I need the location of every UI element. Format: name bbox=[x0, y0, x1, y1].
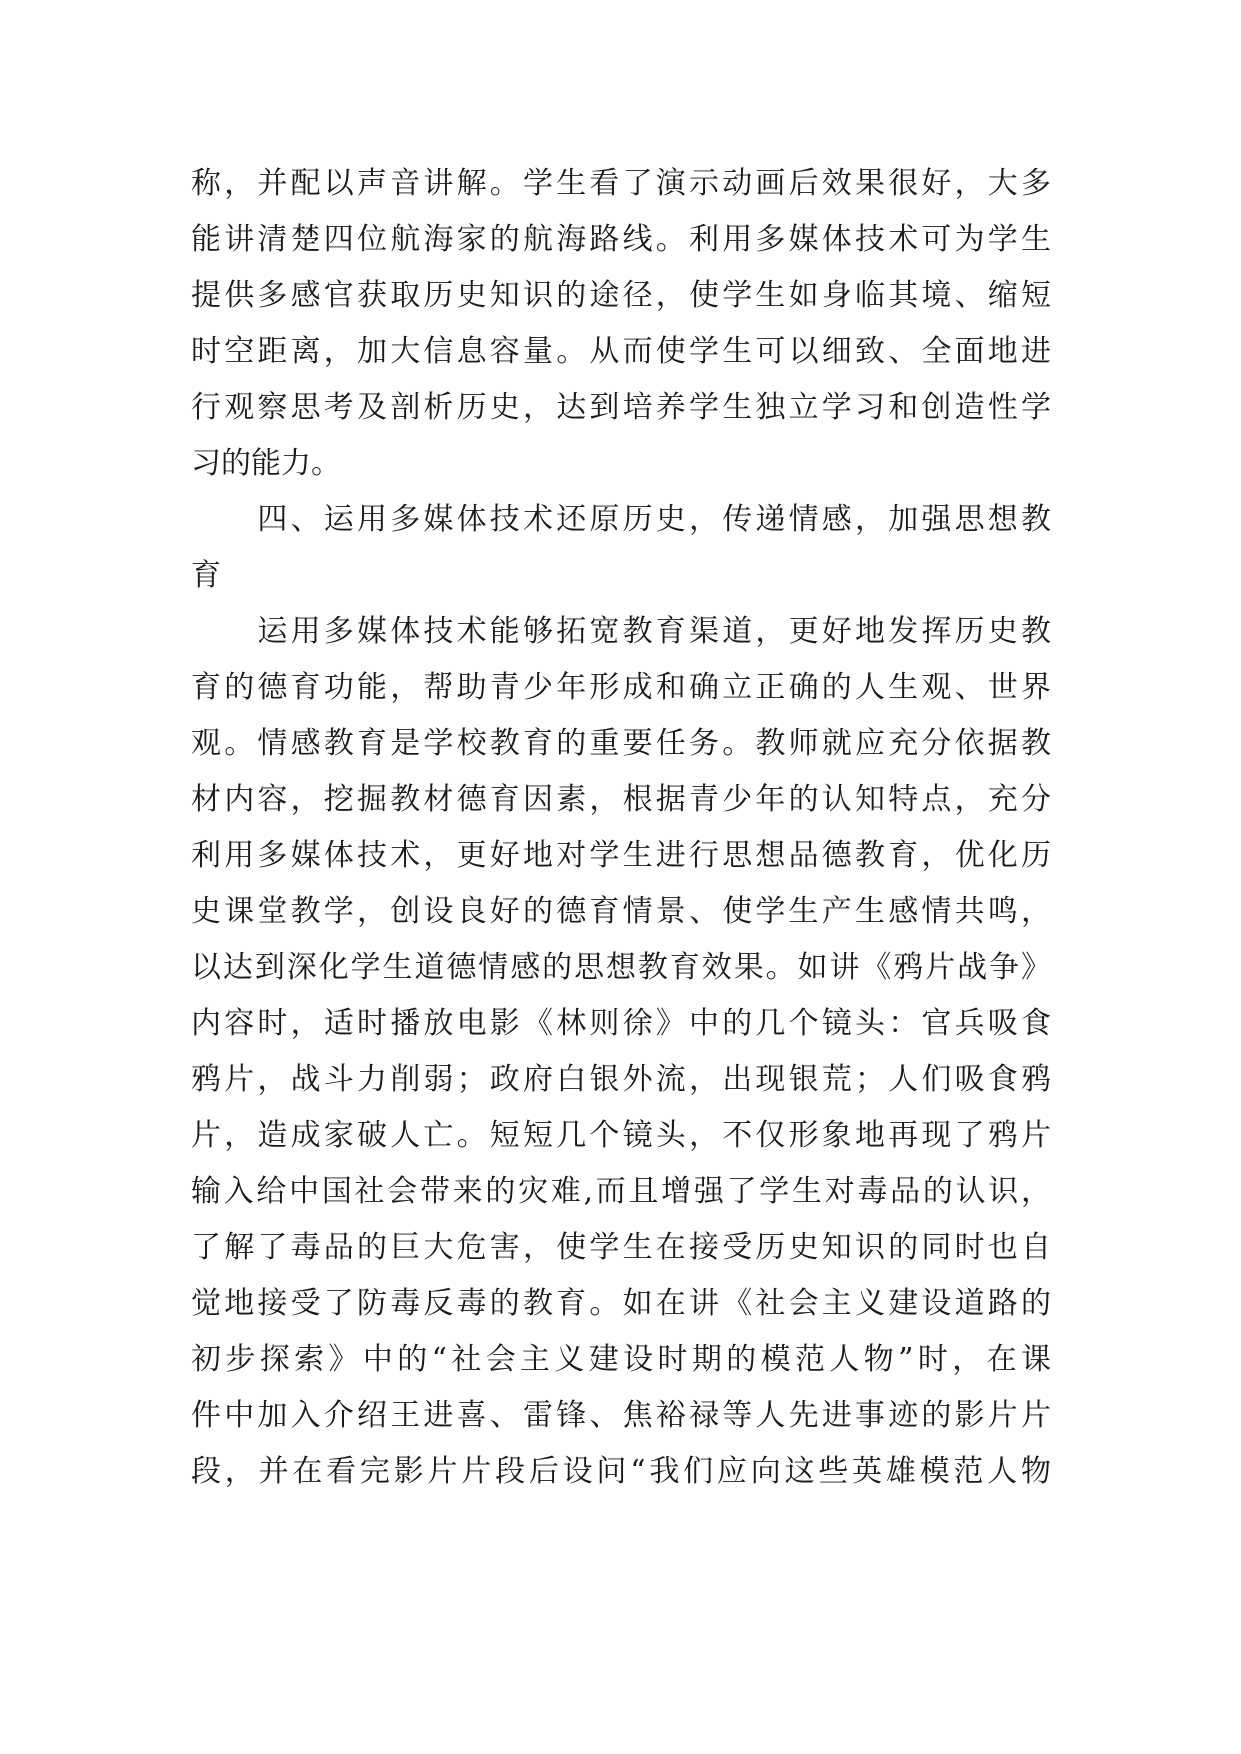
text-line: 四、运用多媒体技术还原历史，传递情感，加强思想教 bbox=[191, 502, 1051, 537]
text-line: 材内容，挖掘教材德育因素，根据青少年的认知特点，充分 bbox=[191, 782, 1051, 817]
text-line: 育 bbox=[191, 558, 221, 593]
text-line: 了解了毒品的巨大危害，使学生在接受历史知识的同时也自 bbox=[191, 1230, 1051, 1265]
text-line: 运用多媒体技术能够拓宽教育渠道，更好地发挥历史教 bbox=[191, 614, 1051, 649]
text-line: 利用多媒体技术，更好地对学生进行思想品德教育，优化历 bbox=[191, 838, 1051, 873]
text-line: 称，并配以声音讲解。学生看了演示动画后效果很好，大多 bbox=[191, 166, 1051, 201]
text-line: 能讲清楚四位航海家的航海路线。利用多媒体技术可为学生 bbox=[191, 222, 1051, 257]
text-line: 初步探索》中的“社会主义建设时期的模范人物”时，在课 bbox=[191, 1342, 1051, 1377]
text-line: 片，造成家破人亡。短短几个镜头，不仅形象地再现了鸦片 bbox=[191, 1118, 1051, 1153]
text-line: 育的德育功能，帮助青少年形成和确立正确的人生观、世界 bbox=[191, 670, 1051, 705]
text-line: 习的能力。 bbox=[191, 446, 341, 481]
text-line: 内容时，适时播放电影《林则徐》中的几个镜头：官兵吸食 bbox=[191, 1006, 1051, 1041]
text-line: 提供多感官获取历史知识的途径，使学生如身临其境、缩短 bbox=[191, 278, 1051, 313]
text-line: 史课堂教学，创设良好的德育情景、使学生产生感情共鸣， bbox=[191, 894, 1051, 929]
text-line: 输入给中国社会带来的灾难,而且增强了学生对毒品的认识， bbox=[191, 1174, 1051, 1209]
text-line: 件中加入介绍王进喜、雷锋、焦裕禄等人先进事迹的影片片 bbox=[191, 1398, 1051, 1433]
text-line: 时空距离，加大信息容量。从而使学生可以细致、全面地进 bbox=[191, 334, 1051, 369]
text-line: 鸦片，战斗力削弱；政府白银外流，出现银荒；人们吸食鸦 bbox=[191, 1062, 1051, 1097]
text-line: 观。情感教育是学校教育的重要任务。教师就应充分依据教 bbox=[191, 726, 1051, 761]
text-line: 以达到深化学生道德情感的思想教育效果。如讲《鸦片战争》 bbox=[191, 950, 1051, 985]
body-text bbox=[191, 156, 1051, 1500]
text-line: 段，并在看完影片片段后设问“我们应向这些英雄模范人物 bbox=[191, 1454, 1051, 1489]
text-line: 行观察思考及剖析历史，达到培养学生独立学习和创造性学 bbox=[191, 390, 1051, 425]
text-line: 觉地接受了防毒反毒的教育。如在讲《社会主义建设道路的 bbox=[191, 1286, 1051, 1321]
